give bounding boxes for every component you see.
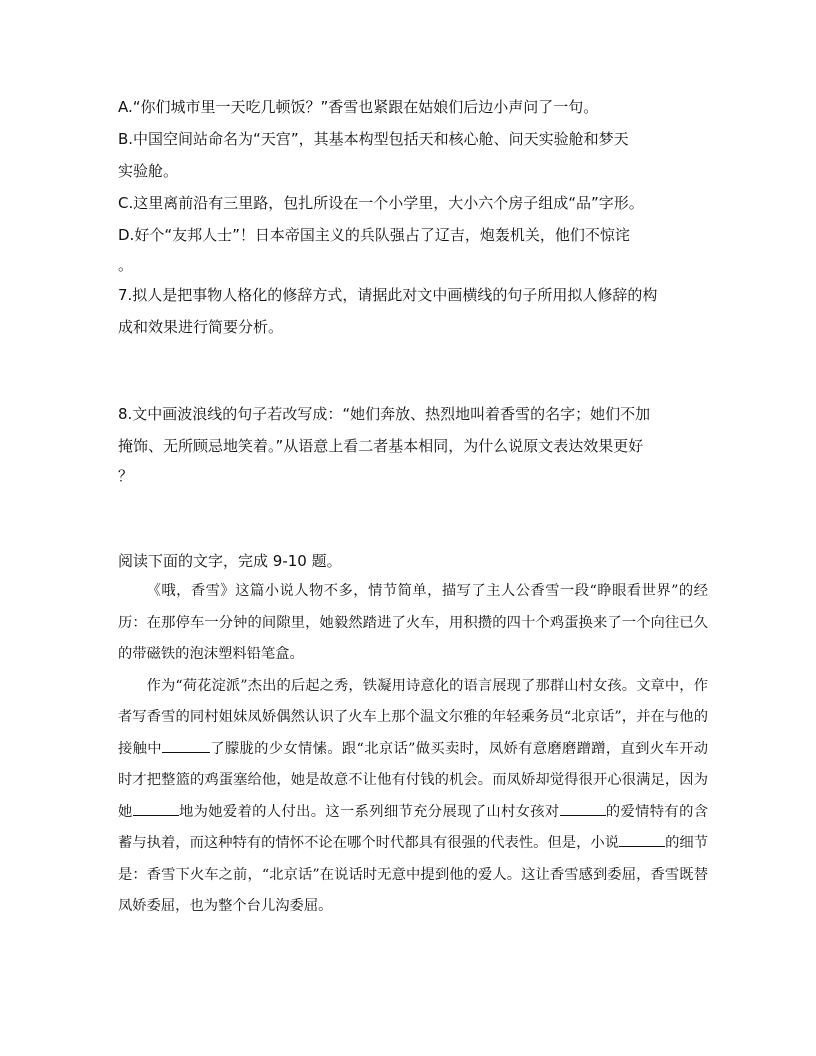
passage-text-segment: 了朦胧的少女情愫。跟“北京话”做买卖时，凤娇有意磨磨蹭蹭，直到火车开动时才把整篮的鸡蛋塞给他，她是故意不让他有付钱的机会。而凤娇却觉得很开心很满足，因为她 xyxy=(118,740,709,820)
passage-text-segment: 的细节是：香雪下火车之前，“北京话”在说话时无意中提到他的爱人。这让香雪感到委屈，香雪既替凤娇委屈，也为整个台儿沟委屈。 xyxy=(118,835,709,914)
passage-paragraph-1: 《哦，香雪》这篇小说人物不多，情节简单，描写了主人公香雪一段“睁眼看世界”的经历：在那停车一分钟的间隙里，她毅然踏进了火车，用积攒的四十个鸡蛋换来了一个向往已久的带磁铁的泡沫塑料铅笔盒。 xyxy=(118,583,708,662)
fill-blank-3[interactable] xyxy=(560,800,606,815)
question-8-line1: 8.文中画波浪线的句子若改写成：“她们奔放、热烈地叫着香雪的名字；她们不加 xyxy=(118,405,651,423)
option-a: A.“你们城市里一天吃几顿饭？”香雪也紧跟在姑娘们后边小声问了一句。 xyxy=(118,98,599,116)
option-b-line2: 实验舱。 xyxy=(118,162,179,180)
passage-paragraph-2 xyxy=(118,671,708,923)
question-8-line2: 掩饰、无所顾忌地笑着。”从语意上看二者基本相同，为什么说原文表达效果更好 xyxy=(118,437,644,455)
question-7-line1: 7.拟人是把事物人格化的修辞方式，请据此对文中画横线的句子所用拟人修辞的构 xyxy=(118,286,658,304)
option-d-line1: D.好个“友邦人士”！日本帝国主义的兵队强占了辽吉，炮轰机关，他们不惊诧 xyxy=(118,226,630,244)
reading-passage xyxy=(118,576,708,923)
passage-text-segment: 的爱情特有的含蓄与执着，而这种特有的情怀不论在哪个时代都具有很强的代表性。但是，小说 xyxy=(118,803,709,851)
question-7-line2: 成和效果进行简要分析。 xyxy=(118,318,284,336)
reading-instruction: 阅读下面的文字，完成 9-10 题。 xyxy=(118,552,342,570)
fill-blank-4[interactable] xyxy=(619,832,665,847)
option-d-line2: 。 xyxy=(118,256,134,274)
fill-blank-2[interactable] xyxy=(133,800,179,815)
passage-text-segment: 地为她爱着的人付出。这一系列细节充分展现了山村女孩对 xyxy=(178,803,560,820)
option-b-line1: B.中国空间站命名为“天宫”，其基本构型包括天和核心舱、问天实验舱和梦天 xyxy=(118,130,629,148)
fill-blank-1[interactable] xyxy=(162,737,210,752)
option-c: C.这里离前沿有三里路，包扎所设在一个小学里，大小六个房子组成“品”字形。 xyxy=(118,194,644,212)
question-8-line3: ？ xyxy=(118,467,134,485)
passage-text-segment: 作为“荷花淀派”杰出的后起之秀，铁凝用诗意化的语言展现了那群山村女孩。文章中，作者写香雪的同村姐妹凤娇偶然认识了火车上那个温文尔雅的年轻乘务员“北京话”，并在与他的接触中 xyxy=(118,677,708,757)
